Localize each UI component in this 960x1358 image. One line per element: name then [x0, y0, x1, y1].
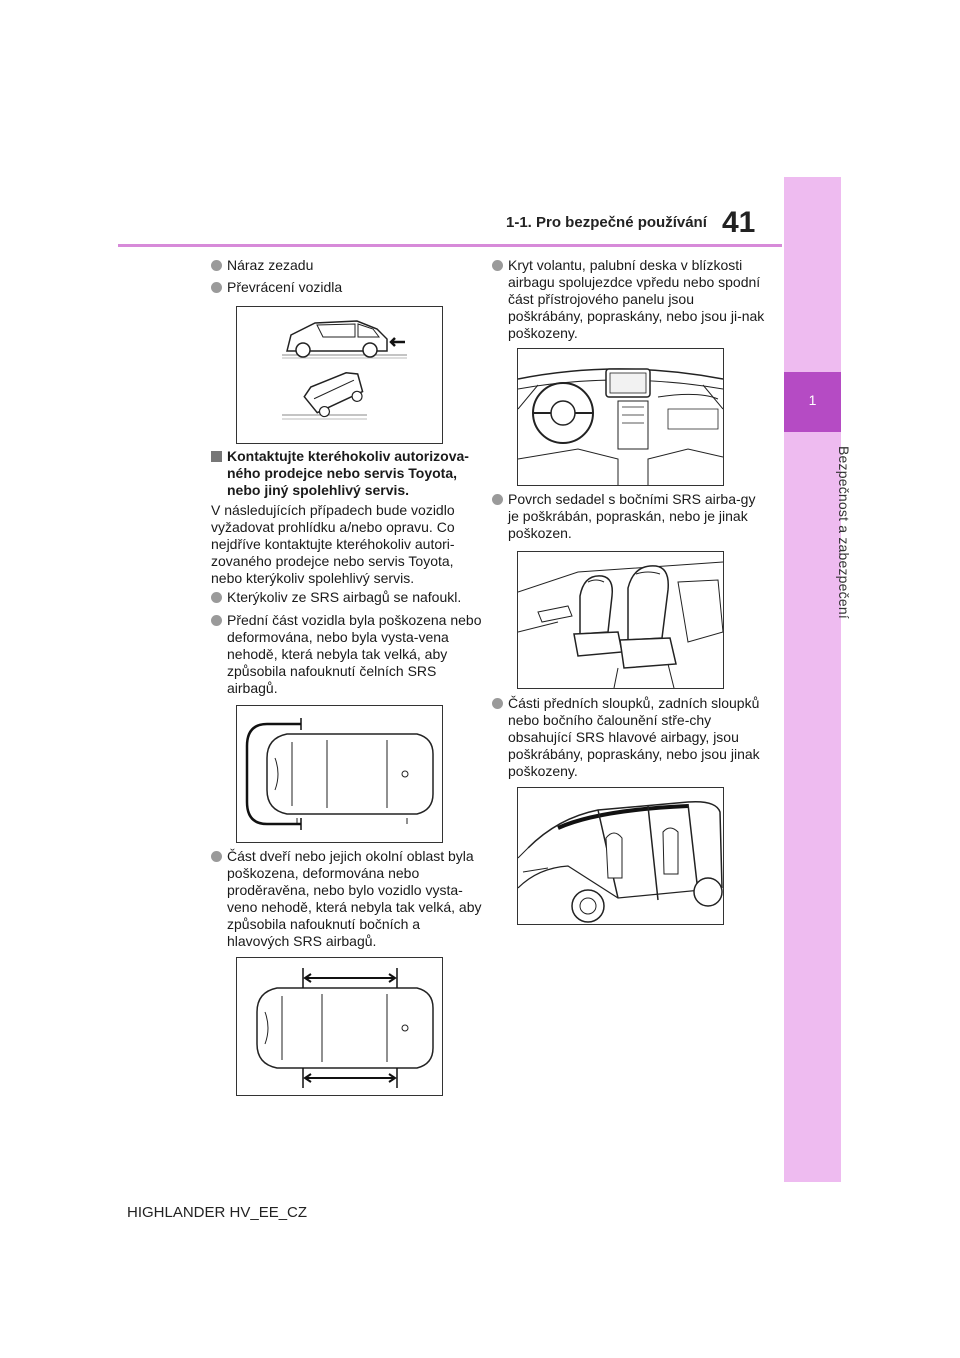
bullet-seat-surface: [492, 491, 770, 542]
bullet-dot-icon: [492, 260, 503, 271]
chapter-title: Bezpečnost a zabezpečení: [836, 446, 852, 619]
contact-heading-text: Kontaktujte kteréhokoliv autorizova-ného prodejce nebo servis Toyota, nebo jiný spolehlivý servis.: [227, 448, 469, 498]
bullet-dot-icon: [211, 851, 222, 862]
figure-pillars: [517, 787, 724, 925]
dashboard-illustration: [518, 349, 723, 485]
bullet-text: Kterýkoliv ze SRS airbagů se nafoukl.: [227, 589, 462, 605]
bullet-rollover: [211, 279, 483, 296]
bullet-text: Kryt volantu, palubní deska v blízkosti airbagu spolujezdce vpředu nebo spodní část přístrojového panelu jsou poškrábány, popraskány, nebo jsou ji-nak poškozeny.: [508, 257, 765, 341]
bullet-text: Části předních sloupků, zadních sloupků nebo bočního čalounění stře-chy obsahující SRS hlavové airbagy, jsou poškrábány, popraskány, nebo jsou jinak poškozeny.: [508, 695, 760, 779]
bullet-dot-icon: [211, 615, 222, 626]
front-damage-top-view-illustration: [237, 706, 442, 842]
bullet-dot-icon: [492, 698, 503, 709]
bullet-dot-icon: [211, 592, 222, 603]
bullet-rear-impact: [211, 257, 483, 274]
figure-side-damage: [236, 957, 443, 1096]
side-damage-top-view-illustration: [237, 958, 442, 1095]
footer-model-code: HIGHLANDER HV_EE_CZ: [127, 1204, 308, 1221]
bullet-text: Převrácení vozidla: [227, 279, 343, 295]
header-rule: [118, 244, 782, 247]
figure-seats: [517, 551, 724, 689]
bullet-dot-icon: [211, 260, 222, 271]
bullet-text: Přední část vozidla byla poškozena nebo deformována, nebo byla vysta-vena nehodě, která nebyla tak velká, aby způsobila nafouknutí čelních SRS airbagů.: [227, 612, 482, 696]
chapter-number: 1: [808, 392, 817, 408]
bullet-front-damaged: [211, 612, 483, 697]
figure-dashboard: [517, 348, 724, 486]
bullet-dot-icon: [492, 494, 503, 505]
page-number: 41: [722, 206, 756, 239]
section-title: 1-1. Pro bezpečné používání: [506, 214, 707, 231]
contact-paragraph: V následujících případech bude vozidlo vyžadovat prohlídku a/nebo opravu. Co nejdříve kontaktujte kteréhokoliv autori-zovaného prodejce nebo servis Toyota, nebo kterýkoliv spolehlivý servis.: [211, 502, 455, 586]
bullet-steering-cover: [492, 257, 770, 342]
rear-impact-rollover-illustration: [237, 307, 442, 443]
bullet-text: Část dveří nebo jejich okolní oblast byla poškozena, deformována nebo proděravěna, nebo bylo vozidlo vysta-veno nehodě, která nebyla tak velká, aby způsobila nafouknutí bočních a hlavových SRS airbagů.: [227, 848, 482, 949]
figure-rear-impact-rollover: [236, 306, 443, 444]
bullet-text: Náraz zezadu: [227, 257, 314, 273]
bullet-airbag-inflated: [211, 589, 483, 606]
bullet-text: Povrch sedadel s bočními SRS airba-gy je poškrábán, popraskán, nebo je jinak poškozen.: [508, 491, 756, 541]
bullet-door-damaged: [211, 848, 483, 950]
front-seats-illustration: [518, 552, 723, 688]
bullet-dot-icon: [211, 282, 222, 293]
contact-heading: [211, 448, 483, 499]
pillar-headliner-illustration: [518, 788, 723, 924]
figure-front-damage: [236, 705, 443, 843]
square-bullet-icon: [211, 451, 222, 462]
side-tab-strip: [784, 177, 841, 1182]
bullet-pillars: [492, 695, 770, 780]
